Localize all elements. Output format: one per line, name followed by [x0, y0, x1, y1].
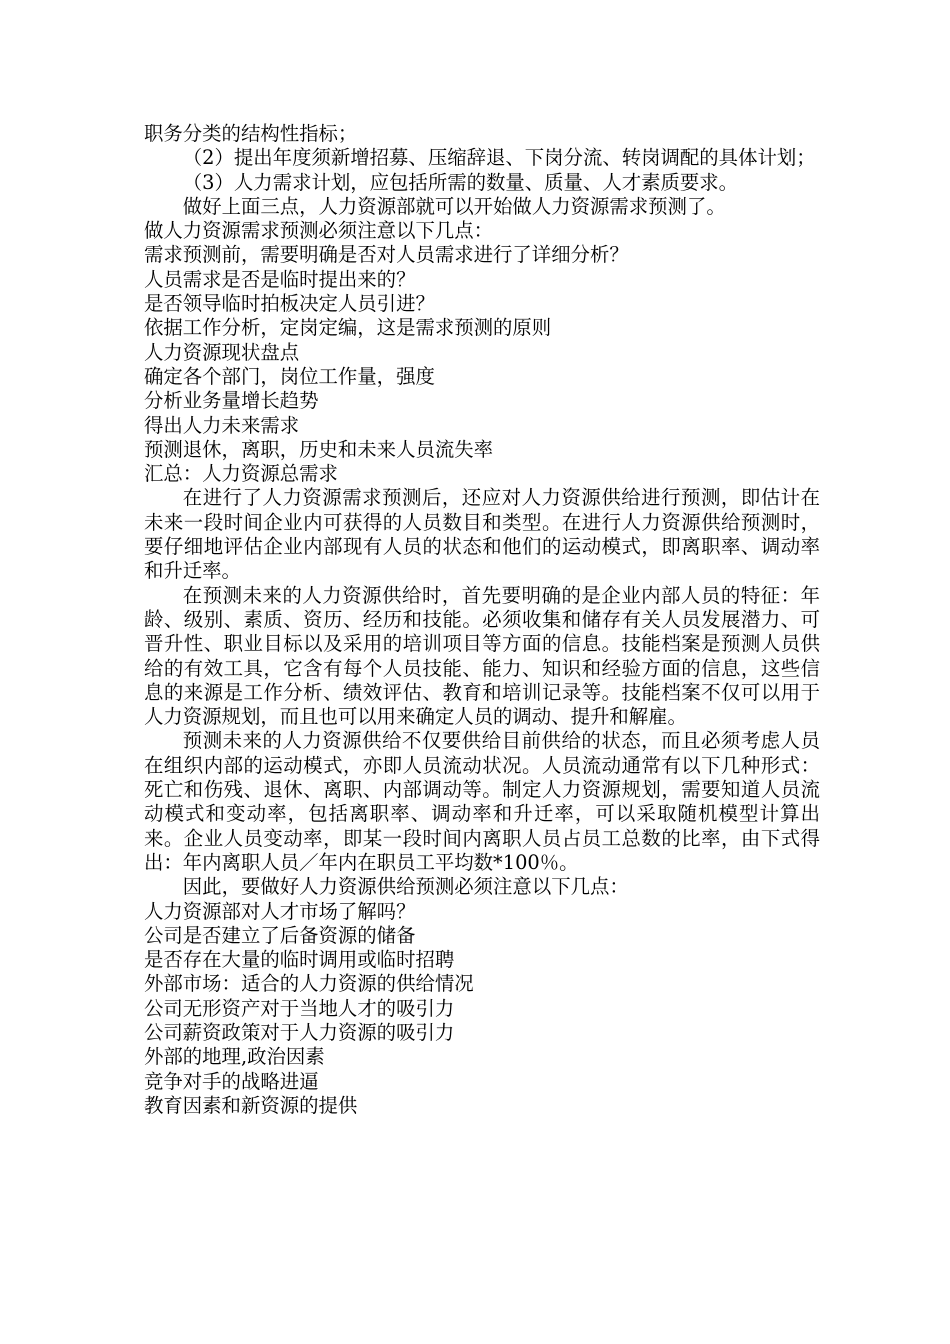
- list-line: 教育因素和新资源的提供: [144, 1093, 358, 1117]
- paragraph: 做好上面三点，人力资源部就可以开始做人力资源需求预测了。: [182, 194, 726, 218]
- list-line: 公司无形资产对于当地人才的吸引力: [144, 996, 455, 1020]
- list-line: 分析业务量增长趋势: [144, 389, 319, 413]
- paragraph: （3）人力需求计划，应包括所需的数量、质量、人才素质要求。: [182, 170, 739, 194]
- list-line: 需求预测前，需要明确是否对人员需求进行了详细分析？: [144, 243, 629, 267]
- list-line: 外部的地理,政治因素: [144, 1045, 325, 1069]
- list-line: 确定各个部门，岗位工作量，强度: [144, 364, 435, 388]
- list-line: 预测退休，离职，历史和未来人员流失率: [144, 437, 494, 461]
- paragraph: 预测未来的人力资源供给不仅要供给目前供给的状态，而且必须考虑人员在组织内部的运动模式，亦即人员流动状况。人员流动通常有以下几种形式：死亡和伤残、退休、离职、内部调动等。制定人力资源规划，需要知道人员流动模式和变动率，包括离职率、调动率和升迁率，可以采取随机模型计算出来。企业人员变动率，即某一段时间内离职人员占员工总数的比率，由下式得出：年内离职人员／年内在职员工平均数*100％。: [144, 729, 820, 874]
- list-line: 人力资源现状盘点: [144, 340, 300, 364]
- paragraph: 因此，要做好人力资源供给预测必须注意以下几点：: [182, 875, 629, 899]
- list-line: 得出人力未来需求: [144, 413, 300, 437]
- list-line: 公司是否建立了后备资源的储备: [144, 923, 416, 947]
- paragraph: 职务分类的结构性指标；: [144, 122, 358, 145]
- list-line: 汇总：人力资源总需求: [144, 462, 338, 486]
- paragraph: 在预测未来的人力资源供给时，首先要明确的是企业内部人员的特征：年龄、级别、素质、资历、经历和技能。必须收集和储存有关人员发展潜力、可晋升性、职业目标以及采用的培训项目等方面的信息。技能档案是预测人员供给的有效工具，它含有每个人员技能、能力、知识和经验方面的信息，这些信息的来源是工作分析、绩效评估、教育和培训记录等。技能档案不仅可以用于人力资源规划，而且也可以用来确定人员的调动、提升和解雇。: [144, 583, 820, 729]
- paragraph: 在进行了人力资源需求预测后，还应对人力资源供给进行预测，即估计在未来一段时间企业内可获得的人员数目和类型。在进行人力资源供给预测时，要仔细地评估企业内部现有人员的状态和他们的运动模式，即离职率、调动率和升迁率。: [144, 486, 820, 583]
- list-line: 是否存在大量的临时调用或临时招聘: [144, 948, 455, 972]
- list-line: 外部市场：适合的人力资源的供给情况: [144, 972, 474, 996]
- list-line: 人员需求是否是临时提出来的？: [144, 267, 416, 291]
- list-line: 人力资源部对人才市场了解吗？: [144, 899, 416, 923]
- document-body: [144, 122, 820, 1118]
- paragraph: （2）提出年度须新增招募、压缩辞退、下岗分流、转岗调配的具体计划；: [182, 146, 816, 170]
- list-line: 依据工作分析，定岗定编，这是需求预测的原则: [144, 316, 552, 340]
- list-line: 做人力资源需求预测必须注意以下几点：: [144, 219, 494, 243]
- list-line: 公司薪资政策对于人力资源的吸引力: [144, 1020, 455, 1044]
- list-line: 竞争对手的战略进逼: [144, 1069, 319, 1093]
- list-line: 是否领导临时拍板决定人员引进？: [144, 292, 435, 316]
